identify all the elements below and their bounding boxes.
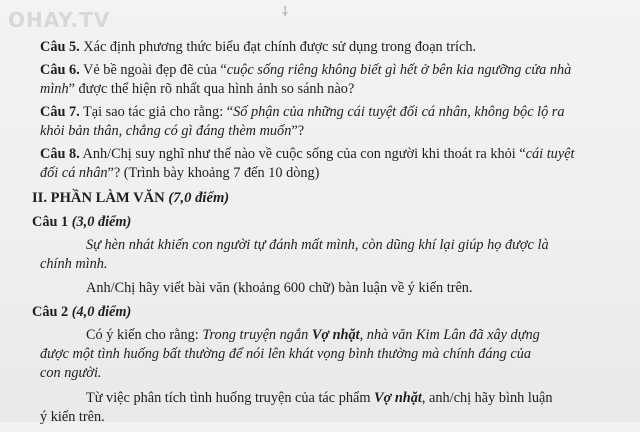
- essay-2-claim-line-3: con người.: [40, 365, 102, 381]
- essay-2-work-title: Vợ nhặt: [311, 327, 360, 343]
- essay-1-label: Câu 1: [32, 214, 72, 230]
- question-6-label: Câu 6.: [40, 62, 80, 78]
- essay-1-heading: [32, 213, 625, 232]
- exam-content: [32, 38, 625, 432]
- question-8: [40, 145, 625, 183]
- essay-2-task-text: Từ việc phân tích tình huống truyện của tác phẩm: [86, 390, 375, 406]
- question-7-text-cont: ”?: [291, 123, 305, 139]
- essay-1-points: (3,0 điểm): [71, 214, 132, 230]
- essay-1-quote-line-1: Sự hèn nhát khiến con người tự đánh mất mình, còn dũng khí lại giúp họ được là: [86, 237, 549, 253]
- question-7: [40, 103, 625, 141]
- question-5-text: Xác định phương thức biểu đạt chính được sử dụng trong đoạn trích.: [79, 39, 477, 55]
- watermark-logo: OHAY.TV: [8, 8, 111, 32]
- question-7-label: Câu 7.: [40, 104, 80, 120]
- essay-2-task-text-cont: , anh/chị hãy bình luận: [421, 390, 553, 406]
- question-6: [40, 61, 625, 99]
- question-7-text: Tại sao tác giả cho rằng: “: [79, 104, 234, 120]
- question-5: [40, 38, 625, 57]
- question-8-label: Câu 8.: [40, 146, 80, 162]
- part-2-heading: [32, 189, 625, 208]
- part-2-points: (7,0 điểm): [168, 190, 230, 206]
- essay-1-quote-line-2: chính mình.: [40, 256, 108, 272]
- question-8-text-cont: ”? (Trình bày khoảng 7 đến 10 dòng): [107, 165, 320, 181]
- question-8-quote: cái tuyệt: [525, 146, 575, 162]
- essay-1-quote: [40, 236, 625, 274]
- essay-2-task-work-title: Vợ nhặt: [374, 390, 422, 406]
- question-7-quote-cont: khỏi bản thân, chẳng có gì đáng thèm muốn: [40, 123, 292, 139]
- essay-2-task: [40, 389, 625, 427]
- question-7-quote: Số phận của những cái tuyệt đối cá nhân, không bộc lộ ra: [233, 104, 565, 120]
- question-5-label: Câu 5.: [40, 39, 80, 55]
- question-6-quote: cuộc sống riêng không biết gì hết ở bên kia ngưỡng cửa nhà: [226, 62, 572, 78]
- part-2-title: II. PHẦN LÀM VĂN: [32, 190, 169, 206]
- essay-2-points: (4,0 điểm): [71, 304, 132, 320]
- ink-mark: ⸸: [282, 5, 289, 20]
- question-6-text: Vẻ bề ngoài đẹp đẽ của “: [79, 62, 227, 78]
- question-6-quote-cont: mình: [40, 81, 69, 97]
- essay-1-task: Anh/Chị hãy viết bài văn (khoảng 600 chữ) bàn luận về ý kiến trên.: [86, 280, 473, 296]
- essay-2-heading: [32, 303, 625, 322]
- question-8-quote-cont: đối cá nhân: [40, 165, 108, 181]
- question-6-text-cont: ” được thể hiện rõ nhất qua hình ảnh so sánh nào?: [68, 81, 355, 97]
- essay-2-claim: Trong truyện ngắn: [202, 327, 312, 343]
- essay-2-claim-cont: , nhà văn Kim Lân đã xây dựng: [359, 327, 540, 343]
- essay-2-claim-line-2: được một tình huống bất thường để nói lên khát vọng bình thường mà chính đáng của: [40, 346, 532, 362]
- essay-2-label: Câu 2: [32, 304, 72, 320]
- essay-2-intro: Có ý kiến cho rằng:: [86, 327, 203, 343]
- essay-2-prompt: [40, 326, 625, 383]
- essay-2-task-line-2: ý kiến trên.: [40, 409, 105, 425]
- question-8-text: Anh/Chị suy nghĩ như thế nào về cuộc sống của con người khi thoát ra khỏi “: [79, 146, 526, 162]
